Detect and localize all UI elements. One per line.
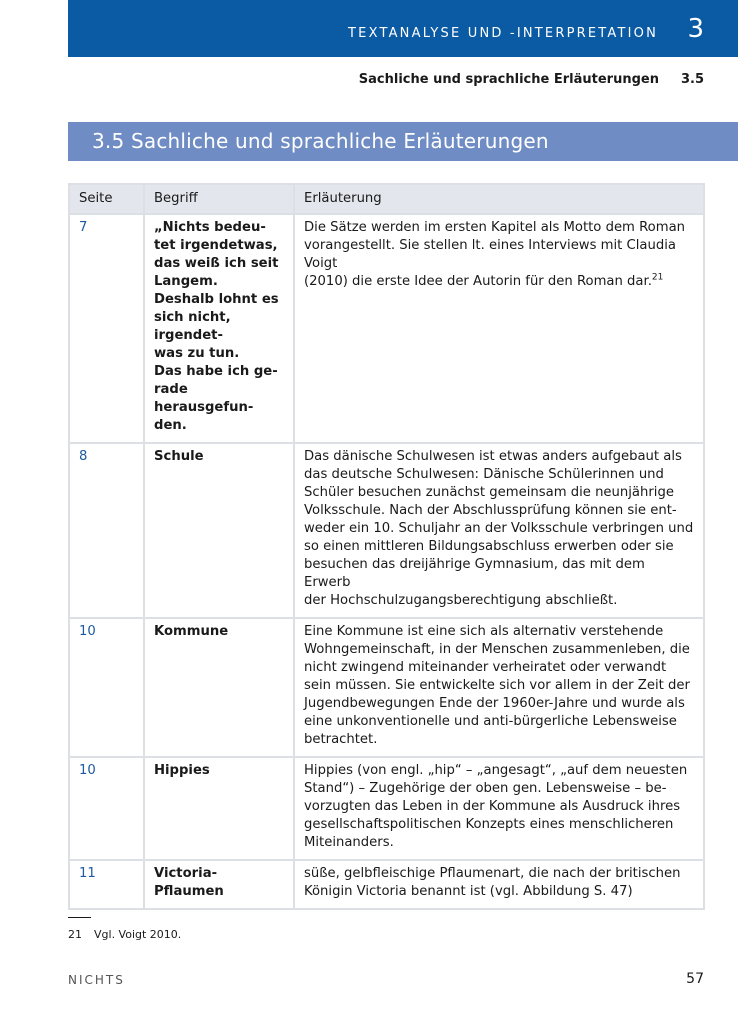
explanation-line: Die Sätze werden im ersten Kapitel als Motto dem Roman <box>304 220 686 235</box>
section-title-text: Sachliche und sprachliche Erläuterungen <box>130 129 549 153</box>
term-line: Schule <box>154 449 204 464</box>
term-line: Hippies <box>154 763 210 778</box>
row-term <box>144 618 294 757</box>
glossary-table <box>68 183 705 910</box>
running-head <box>359 72 704 87</box>
explanation-line: Das dänische Schulwesen ist etwas anders aufgebaut als <box>304 449 682 464</box>
footnote-text: Vgl. Voigt 2010. <box>94 928 182 941</box>
explanation-line: eine unkonventionelle und anti-bürgerliche Lebensweise <box>304 714 677 729</box>
row-page-number: 10 <box>69 618 144 757</box>
term-line: den. <box>154 418 187 433</box>
section-number: 3.5 <box>92 129 125 153</box>
footnote-ref: 21 <box>651 272 664 283</box>
table-header-row <box>69 184 704 214</box>
term-line: Kommune <box>154 624 229 639</box>
explanation-line: das deutsche Schulwesen: Dänische Schülerinnen und <box>304 467 664 482</box>
row-page-number: 7 <box>69 214 144 443</box>
term-line: Victoria-Pflaumen <box>154 866 224 899</box>
explanation-line: vorzugten das Leben in der Kommune als Ausdruck ihres <box>304 799 681 814</box>
header-erlaeuterung: Erläuterung <box>294 184 704 214</box>
row-page-number: 8 <box>69 443 144 618</box>
row-explanation <box>294 757 704 860</box>
header-seite: Seite <box>69 184 144 214</box>
explanation-line: süße, gelbfleischige Pflaumenart, die nach der britischen <box>304 866 681 881</box>
row-term <box>144 443 294 618</box>
term-line: Deshalb lohnt es <box>154 292 279 307</box>
explanation-line: Wohngemeinschaft, in der Menschen zusammenleben, die <box>304 642 690 657</box>
table-row <box>69 618 704 757</box>
running-number: 3.5 <box>680 72 704 87</box>
row-term <box>144 757 294 860</box>
table-row <box>69 443 704 618</box>
row-page-number: 10 <box>69 757 144 860</box>
term-line: tet irgendetwas, <box>154 238 278 253</box>
explanation-line: besuchen das dreijährige Gymnasium, das mit dem Erwerb <box>304 557 645 590</box>
table-body <box>69 214 704 909</box>
footer-book-title: NICHTS <box>68 973 125 987</box>
term-line: sich nicht, irgendet- <box>154 310 231 343</box>
footnote-number: 21 <box>68 928 82 941</box>
term-line: Langem. <box>154 274 218 289</box>
explanation-line: Jugendbewegungen Ende der 1960er-Jahre und wurde als <box>304 696 685 711</box>
term-line: Das habe ich ge- <box>154 364 278 379</box>
explanation-line: nicht zwingend miteinander verheiratet oder verwandt <box>304 660 667 675</box>
chapter-header-bar <box>68 0 738 57</box>
explanation-line: Hippies (von engl. „hip“ – „angesagt“, „auf dem neuesten <box>304 763 688 778</box>
term-line: was zu tun. <box>154 346 240 361</box>
table-row <box>69 214 704 443</box>
row-explanation <box>294 618 704 757</box>
chapter-number: 3 <box>687 14 704 44</box>
table-row <box>69 757 704 860</box>
explanation-line: so einen mittleren Bildungsabschluss erwerben oder sie <box>304 539 674 554</box>
term-line: rade herausgefun- <box>154 382 254 415</box>
section-title <box>92 129 549 153</box>
explanation-line: Stand“) – Zugehörige der oben gen. Lebensweise – be- <box>304 781 667 796</box>
chapter-title: TEXTANALYSE UND -INTERPRETATION <box>348 26 658 41</box>
explanation-line: sein müssen. Sie entwickelte sich vor allem in der Zeit der <box>304 678 690 693</box>
explanation-line: Miteinanders. <box>304 835 394 850</box>
footnote <box>68 928 181 941</box>
footer-page-number: 57 <box>686 971 704 987</box>
row-term <box>144 860 294 909</box>
section-heading-band <box>68 122 738 161</box>
row-explanation <box>294 214 704 443</box>
explanation-line: Schüler besuchen zunächst gemeinsam die neunjährige <box>304 485 674 500</box>
table-row <box>69 860 704 909</box>
explanation-line: weder ein 10. Schuljahr an der Volksschule verbringen und <box>304 521 694 536</box>
row-explanation <box>294 860 704 909</box>
row-page-number: 11 <box>69 860 144 909</box>
footnote-rule <box>68 917 91 918</box>
term-line: das weiß ich seit <box>154 256 279 271</box>
explanation-line: Eine Kommune ist eine sich als alternativ verstehende <box>304 624 664 639</box>
explanation-line: vorangestellt. Sie stellen lt. eines Interviews mit Claudia Voigt <box>304 238 676 271</box>
header-begriff: Begriff <box>144 184 294 214</box>
term-line: „Nichts bedeu- <box>154 220 266 235</box>
running-title: Sachliche und sprachliche Erläuterungen <box>358 72 659 87</box>
row-explanation <box>294 443 704 618</box>
explanation-line: gesellschaftspolitischen Konzepts eines menschlicheren <box>304 817 674 832</box>
explanation-line: Volksschule. Nach der Abschlussprüfung können sie ent- <box>304 503 677 518</box>
explanation-line: Königin Victoria benannt ist (vgl. Abbildung S. 47) <box>304 884 633 899</box>
explanation-line: (2010) die erste Idee der Autorin für den Roman dar. <box>304 274 652 289</box>
explanation-line: betrachtet. <box>304 732 378 747</box>
explanation-line: der Hochschulzugangsberechtigung abschließt. <box>304 593 618 608</box>
row-term <box>144 214 294 443</box>
